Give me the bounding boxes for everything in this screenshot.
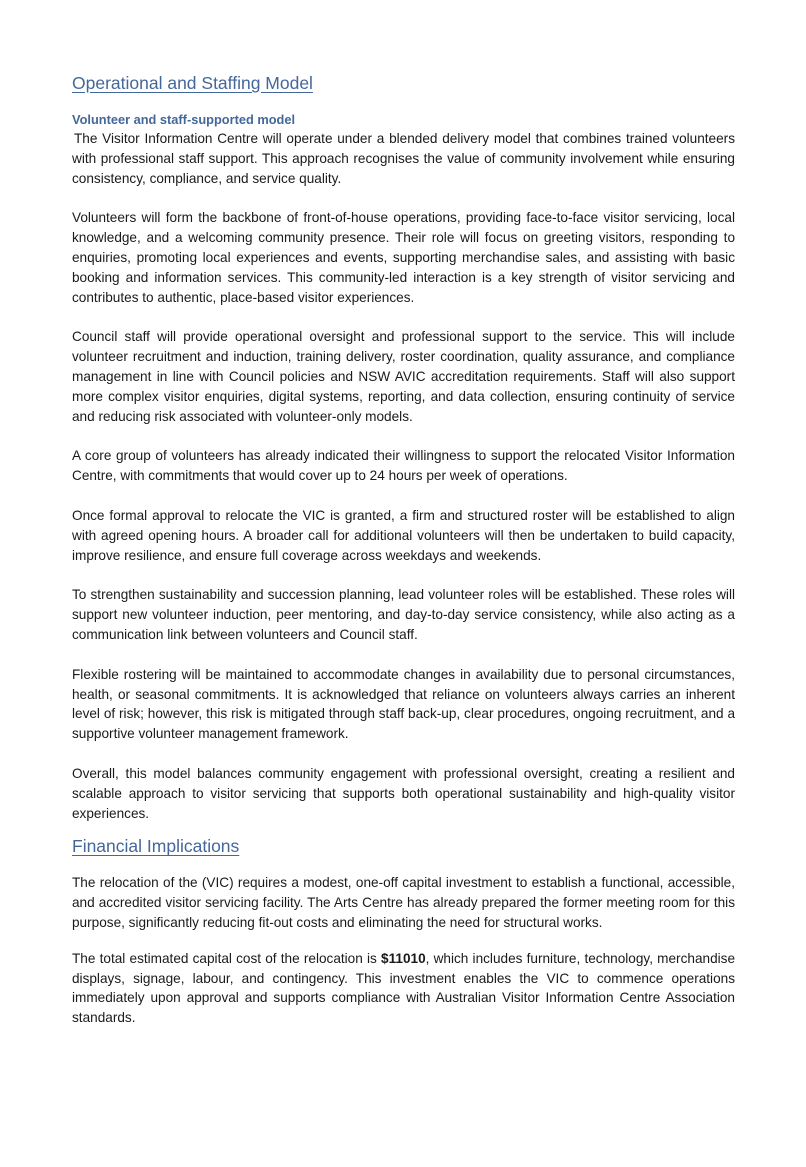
- cost-text-after: , which includes furniture, technology, merchandise displays, signage, labour, and contingency. This investment enables the VIC to commence operations immediately upon approval and supports compliance with Australian Visitor Information Centre Association standards.: [72, 950, 736, 1026]
- capital-cost-amount: $11010: [381, 950, 426, 966]
- paragraph-core-group: A core group of volunteers has already indicated their willingness to support the relocated Visitor Information Centre, with commitments that would cover up to 24 hours per week of operations.: [72, 448, 735, 484]
- paragraph-volunteers-role: Volunteers will form the backbone of front-of-house operations, providing face-to-face visitor servicing, local knowledge, and a welcoming community presence. Their role will focus on greeting visitors, responding to enquiries, promoting local experiences and events, supporting merchandise sales, and assisting with basic booking and information services. This community-led interaction is a key strength of visitor servicing and contributes to authentic, place-based visitor experiences.: [72, 210, 735, 305]
- subheading-volunteer-model: Volunteer and staff-supported model: [72, 112, 296, 127]
- paragraph-financial-relocation: The relocation of the (VIC) requires a modest, one-off capital investment to establish a functional, accessible, and accredited visitor servicing facility. The Arts Centre has already prepared the former meeting room for this purpose, significantly reducing fit-out costs and eliminating the need for structural works.: [72, 875, 735, 930]
- heading-operational-staffing: Operational and Staffing Model: [72, 73, 313, 93]
- paragraph-lead-volunteers: To strengthen sustainability and succession planning, lead volunteer roles will be established. These roles will support new volunteer induction, peer mentoring, and day-to-day service consistency, while also acting as a communication link between volunteers and Council staff.: [72, 587, 735, 642]
- document-page: [72, 70, 735, 1028]
- paragraph-flexible-rostering: Flexible rostering will be maintained to accommodate changes in availability due to personal circumstances, health, or seasonal commitments. It is acknowledged that reliance on volunteers always carries an inherent level of risk; however, this risk is mitigated through staff back-up, clear procedures, ongoing recruitment, and a supportive volunteer management framework.: [72, 666, 735, 742]
- cost-text-before: The total estimated capital cost of the relocation is: [72, 950, 382, 966]
- heading-financial-implications: Financial Implications: [72, 836, 240, 857]
- paragraph-overall: Overall, this model balances community engagement with professional oversight, creating a resilient and scalable approach to visitor servicing that supports both operational sustainability and high-quality visitor experiences.: [72, 765, 735, 821]
- paragraph-financial-cost: [72, 949, 735, 1028]
- paragraph-council-staff: Council staff will provide operational oversight and professional support to the service. This will include volunteer recruitment and induction, training delivery, roster coordination, quality assurance, and compliance management in line with Council policies and NSW AVIC accreditation requirements. Staff will also support more complex visitor enquiries, digital systems, reporting, and data collection, ensuring continuity of service and reducing risk associated with volunteer-only models.: [72, 329, 735, 424]
- paragraph-roster: Once formal approval to relocate the VIC is granted, a firm and structured roster will be established to align with agreed opening hours. A broader call for additional volunteers will then be undertaken to build capacity, improve resilience, and ensure full coverage across weekdays and weekends.: [72, 507, 735, 563]
- paragraph-blended-model: The Visitor Information Centre will operate under a blended delivery model that combines trained volunteers with professional staff support. This approach recognises the value of community involvement while ensuring consistency, compliance, and service quality.: [72, 131, 735, 186]
